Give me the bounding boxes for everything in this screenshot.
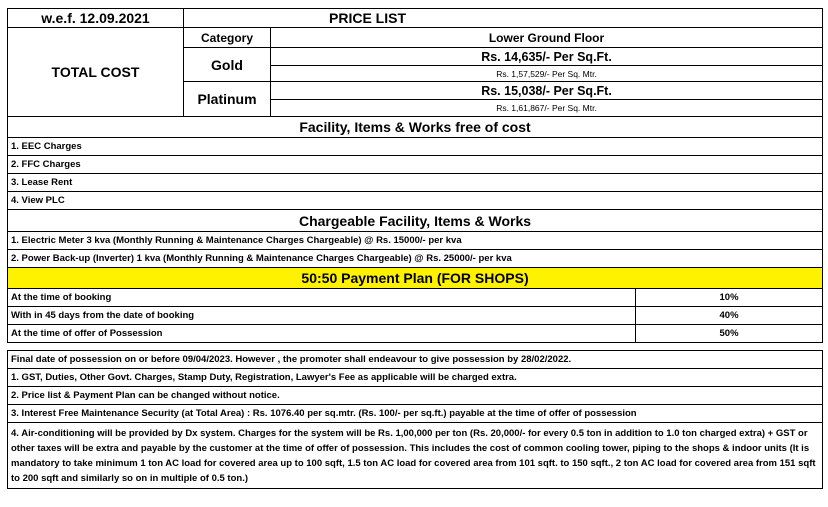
free-item: 2. FFC Charges (8, 156, 823, 174)
note-item: 2. Price list & Payment Plan can be changed without notice. (8, 387, 823, 405)
note-item-ac: 4. Air-conditioning will be provided by Dx system. Charges for the system will be Rs. 1,00,000 per ton (Rs. 20,000/- for every 0.5 ton in addition to 1.0 ton charged extra) + GST or other taxes will be extra and payable by the customer at the time of offer of possession. This includes the cost of common cooling tower, piping to the shops & indoor units (It is mandatory to take minimum 1 ton AC load for covered area up to 100 sqft, 1.5 ton AC load for covered area from 101 sqft. to 150 sqft., 2 ton AC load for covered area from 151 sqft to 200 sqft and similarly so on in multiple of 0.5 ton.) (8, 423, 823, 489)
price-list-table (7, 8, 823, 489)
gold-per-sqmtr: Rs. 1,57,529/- Per Sq. Mtr. (271, 66, 823, 82)
gold-label: Gold (184, 48, 271, 82)
plan-percent: 10% (636, 289, 823, 307)
free-title-row (8, 117, 823, 138)
free-section-title: Facility, Items & Works free of cost (8, 117, 823, 138)
plan-stage: At the time of booking (8, 289, 636, 307)
price-list-sheet (7, 8, 822, 489)
gold-per-sqft: Rs. 14,635/- Per Sq.Ft. (271, 48, 823, 66)
plan-percent: 50% (636, 325, 823, 343)
free-item: 3. Lease Rent (8, 174, 823, 192)
price-list-title: PRICE LIST (184, 9, 823, 28)
plan-stage: With in 45 days from the date of booking (8, 307, 636, 325)
plan-percent: 40% (636, 307, 823, 325)
plan-row (8, 289, 823, 307)
chargeable-item: 2. Power Back-up (Inverter) 1 kva (Monthly Running & Maintenance Charges Chargeable) @ Rs. 25000/- per kva (8, 250, 823, 268)
plan-row (8, 325, 823, 343)
free-item: 1. EEC Charges (8, 138, 823, 156)
chargeable-item: 1. Electric Meter 3 kva (Monthly Running & Maintenance Charges Chargeable) @ Rs. 15000/- per kva (8, 232, 823, 250)
note-item: 1. GST, Duties, Other Govt. Charges, Stamp Duty, Registration, Lawyer's Fee as applicable will be charged extra. (8, 369, 823, 387)
plan-row (8, 307, 823, 325)
plan-stage: At the time of offer of Possession (8, 325, 636, 343)
floor-label: Lower Ground Floor (271, 28, 823, 48)
chargeable-title-row (8, 210, 823, 232)
chargeable-section-title: Chargeable Facility, Items & Works (8, 210, 823, 232)
platinum-per-sqft: Rs. 15,038/- Per Sq.Ft. (271, 82, 823, 100)
wef-date: w.e.f. 12.09.2021 (8, 9, 184, 28)
cost-header-row (8, 28, 823, 48)
header-row (8, 9, 823, 28)
possession-note: Final date of possession on or before 09/04/2023. However , the promoter shall endeavour to give possession by 28/02/2022. (8, 351, 823, 369)
category-label: Category (184, 28, 271, 48)
total-cost-label: TOTAL COST (8, 28, 184, 117)
free-item: 4. View PLC (8, 192, 823, 210)
plan-title-row (8, 268, 823, 289)
note-item: 3. Interest Free Maintenance Security (at Total Area) : Rs. 1076.40 per sq.mtr. (Rs. 100/- per sq.ft.) payable at the time of offer of possession (8, 405, 823, 423)
payment-plan-title: 50:50 Payment Plan (FOR SHOPS) (8, 268, 823, 289)
platinum-label: Platinum (184, 82, 271, 117)
spacer (8, 343, 823, 351)
platinum-per-sqmtr: Rs. 1,61,867/- Per Sq. Mtr. (271, 100, 823, 117)
